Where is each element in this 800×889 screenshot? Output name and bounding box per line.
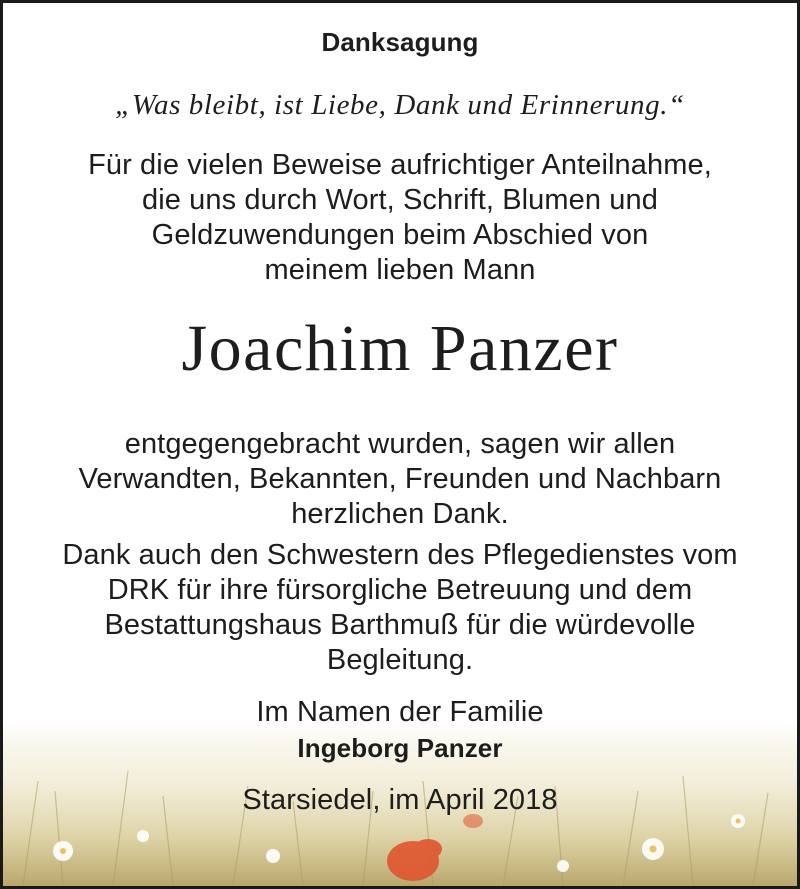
deceased-name: Joachim Panzer: [181, 312, 619, 385]
extra-thanks-line: Begleitung.: [326, 644, 474, 676]
notice-heading: Danksagung: [321, 27, 479, 57]
thanks-line: herzlichen Dank.: [291, 498, 509, 530]
intro-line: meinem lieben Mann: [264, 254, 536, 286]
thanks-line: Verwandten, Bekannten, Freunden und Nachbarn: [78, 463, 722, 495]
extra-thanks-line: DRK für ihre fürsorgliche Betreuung und dem: [107, 574, 693, 606]
intro-line: Geldzuwendungen beim Abschied von: [151, 219, 649, 251]
thanks-line: entgegengebracht wurden, sagen wir allen: [124, 428, 676, 460]
intro-line: Für die vielen Beweise aufrichtiger Anteilnahme,: [88, 149, 712, 181]
intro-line: die uns durch Wort, Schrift, Blumen und: [142, 184, 658, 216]
memorial-quote: „Was bleibt, ist Liebe, Dank und Erinnerung.“: [115, 89, 685, 121]
extra-thanks-line: Bestattungshaus Barthmuß für die würdevolle: [104, 609, 696, 641]
signer-name: Ingeborg Panzer: [297, 733, 503, 763]
extra-thanks-line: Dank auch den Schwestern des Pflegedienstes vom: [62, 539, 738, 571]
family-line: Im Namen der Familie: [256, 696, 544, 728]
place-date: Starsiedel, im April 2018: [242, 784, 558, 816]
